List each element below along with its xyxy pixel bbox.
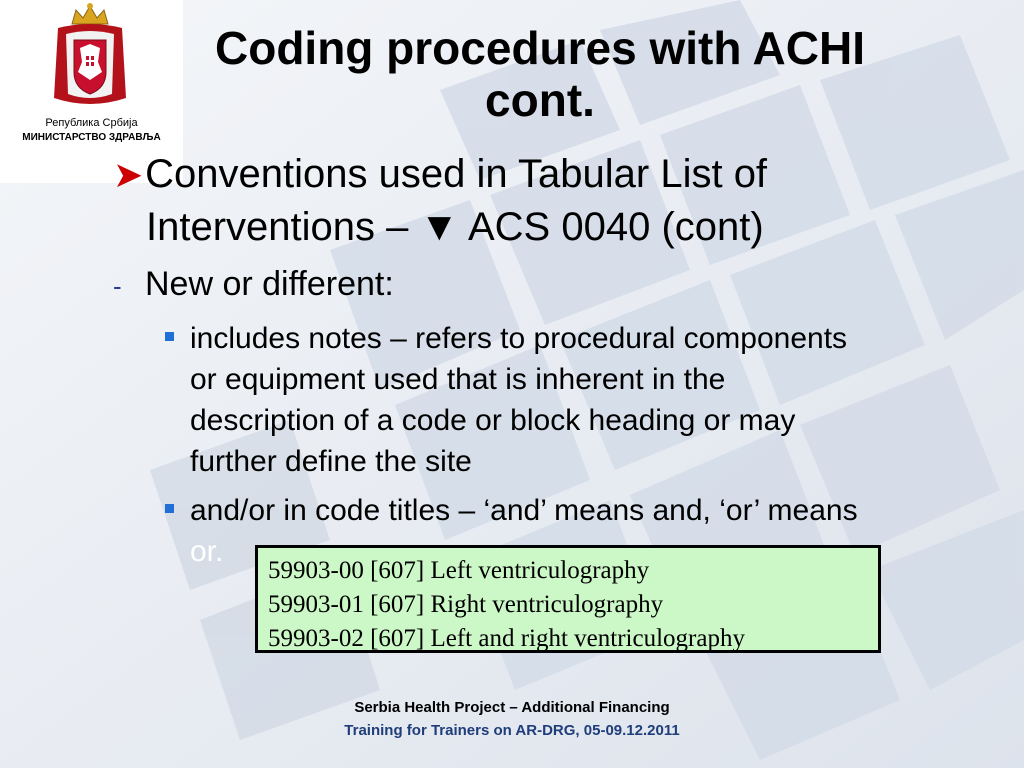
list-item-line: or equipment used that is inherent in the: [190, 363, 726, 396]
list-item-line: or.: [190, 535, 224, 568]
code-line: 59903-00 [607] Left ventriculography: [268, 557, 650, 584]
square-bullet-icon: [165, 332, 174, 341]
list-item-line: includes notes – refers to procedural components: [190, 322, 848, 355]
list-item-line: description of a code or block heading or may: [190, 404, 796, 437]
code-line: 59903-02 [607] Left and right ventriculography: [268, 625, 745, 652]
main-bullet-line-2: Interventions – ▼ ACS 0040 (cont): [146, 205, 764, 249]
logo-ministry-text: МИНИСТАРСТВО ЗДРАВЉА: [22, 132, 161, 143]
code-example-box: [255, 545, 881, 653]
logo-country-text: Република Србија: [45, 117, 138, 129]
footer-project: Serbia Health Project – Additional Financing: [354, 699, 670, 716]
slide-title: [140, 22, 940, 126]
list-item-line: further define the site: [190, 445, 472, 478]
footer-training: Training for Trainers on AR-DRG, 05-09.12.2011: [344, 722, 680, 739]
list-item: [165, 318, 965, 482]
title-line-2: cont.: [485, 74, 595, 126]
sub-heading: [113, 265, 394, 304]
coat-of-arms-icon: [50, 2, 130, 112]
list-item-line: and/or in code titles – ‘and’ means and, ‘or’ means: [190, 494, 858, 527]
main-bullet: [113, 148, 883, 254]
square-bullet-icon: [165, 504, 174, 513]
title-line-1: Coding procedures with ACHI: [215, 22, 865, 74]
arrow-bullet-icon: ➤: [113, 154, 144, 195]
code-line: 59903-01 [607] Right ventriculography: [268, 591, 664, 618]
dash-bullet-icon: -: [113, 271, 122, 301]
main-bullet-line-1: Conventions used in Tabular List of: [145, 152, 768, 196]
sub-heading-text: New or different:: [145, 265, 394, 303]
